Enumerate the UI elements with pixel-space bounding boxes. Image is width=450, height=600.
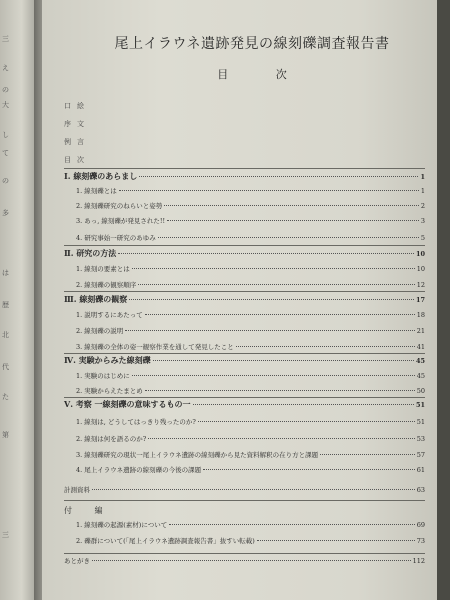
left-page-text: 三	[2, 35, 9, 43]
left-page-text: 大	[2, 101, 9, 109]
toc-page	[42, 0, 437, 600]
page-number: 21	[416, 327, 425, 335]
toc-item: 1. 線刻の要素とは 10	[76, 265, 425, 273]
page-number: 2	[420, 202, 425, 210]
left-page-text: 三	[2, 531, 9, 539]
page-number: 1	[420, 187, 425, 195]
toc-section: Ⅲ. 線刻礫の観察 17	[64, 294, 425, 304]
page-number: 5	[420, 234, 425, 242]
appendix-heading: 付 編	[64, 506, 113, 515]
front-matter-item: 口絵	[64, 102, 90, 110]
page-number: 45	[416, 372, 425, 380]
toc-item: 3. 線刻礫研究の現状一尾上イラウネ遺跡の線刻礫から見た資料解釈の在り方と課題 57	[76, 451, 425, 459]
toc-heading: 目 次	[217, 68, 309, 81]
left-page-text: 多	[2, 209, 9, 217]
toc-item: 3. あっ, 線刻礫が発見された!! 3	[76, 217, 425, 225]
page-number: 51	[415, 401, 425, 409]
toc-item: 2. 線刻礫の観察順序 12	[76, 281, 425, 289]
toc-item: 1. 線刻礫の起源(素材)について 69	[76, 521, 425, 529]
page-number: 18	[416, 311, 425, 319]
toc-section: Ⅰ. 線刻礫のあらまし 1	[64, 171, 425, 181]
left-page-text: 第	[2, 431, 9, 439]
page-number: 10	[415, 250, 425, 258]
left-page-text: し	[2, 131, 9, 139]
page-number: 53	[416, 435, 425, 443]
toc-section: Ⅴ. 考察 一線刻礫の意味するもの一 51	[64, 399, 425, 409]
toc-item: 1. 説明するにあたって 18	[76, 311, 425, 319]
page-number: 45	[415, 357, 425, 365]
toc-item: 1. 実験のはじめに 45	[76, 372, 425, 380]
left-page-text: の	[2, 86, 9, 94]
page-number: 57	[416, 451, 425, 459]
separator	[64, 500, 425, 501]
front-matter-item: 例言	[64, 138, 90, 146]
toc-item: 2. 線刻礫研究のねらいと姿勢 2	[76, 202, 425, 210]
left-page-text: 歴	[2, 301, 9, 309]
toc-item: 2. 実験からえたまとめ 50	[76, 387, 425, 395]
left-page-text: て	[2, 149, 9, 157]
separator	[64, 291, 425, 292]
separator	[64, 245, 425, 246]
front-matter-item: 目次	[64, 156, 90, 164]
separator	[64, 397, 425, 398]
toc-afterword: あとがき 112	[64, 557, 425, 565]
page-number: 112	[412, 557, 425, 565]
toc-item: 1. 線刻は, どうしてはっきり残ったのか? 51	[76, 418, 425, 426]
left-page-text: の	[2, 177, 9, 185]
left-page-text: た	[2, 393, 9, 401]
toc-item: 2. 線刻は何を語るのか? 53	[76, 435, 425, 443]
left-page-text: 代	[2, 363, 9, 371]
toc-item: 3. 線刻礫の全体の姿一観察作業を通して発見したこと 41	[76, 343, 425, 351]
front-matter-item: 序文	[64, 120, 90, 128]
page-number: 12	[416, 281, 425, 289]
page-number: 50	[416, 387, 425, 395]
page-number: 10	[416, 265, 425, 273]
toc-section: Ⅳ. 実験からみた線刻礫 45	[64, 355, 425, 365]
separator	[64, 168, 425, 169]
report-title: 尾上イラウネ遺跡発見の線刻礫調査報告書	[114, 36, 390, 52]
left-page	[0, 0, 36, 600]
page-number: 51	[416, 418, 425, 426]
page-number: 69	[416, 521, 425, 529]
toc-section: Ⅱ. 研究の方法 10	[64, 248, 425, 258]
left-page-text: 北	[2, 331, 9, 339]
toc-measurement: 計測資料 63	[64, 486, 425, 494]
page-number: 61	[416, 466, 425, 474]
page-number: 17	[415, 296, 425, 304]
separator	[64, 553, 425, 554]
toc-item: 1. 線刻礫とは 1	[76, 187, 425, 195]
toc-item: 2. 線刻礫の説明 21	[76, 327, 425, 335]
left-page-text: は	[2, 269, 9, 277]
page-number: 3	[420, 217, 425, 225]
toc-item: 4. 尾上イラウネ遺跡の線刻礫の今後の課題 61	[76, 466, 425, 474]
toc-item: 2. 礫群について(「尾上イラウネ遺跡調査報告書」抜すい転載) 73	[76, 537, 425, 545]
page-number: 41	[416, 343, 425, 351]
page-number: 1	[420, 173, 425, 181]
left-page-text: え	[2, 64, 9, 72]
page-number: 63	[416, 486, 425, 494]
front-matter-list	[64, 97, 90, 169]
separator	[64, 353, 425, 354]
page-number: 73	[416, 537, 425, 545]
toc-item: 4. 研究事始一研究のあゆみ 5	[76, 234, 425, 242]
